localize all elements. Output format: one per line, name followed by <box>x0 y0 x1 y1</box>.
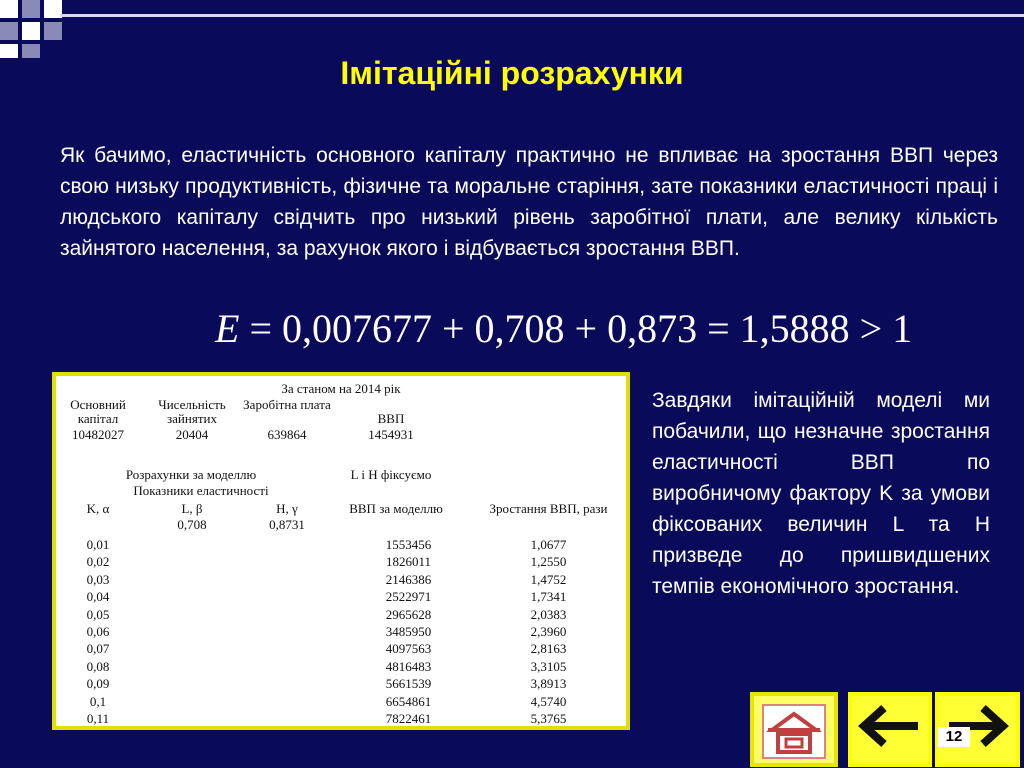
fixed-header: L і H фіксуємо <box>350 467 432 482</box>
elasticity-formula <box>215 305 912 352</box>
value-capital: 10482027 <box>72 427 124 442</box>
col-gdp-header: ВВП <box>377 411 405 426</box>
home-icon <box>762 704 826 759</box>
table-cell-k: 0,09 <box>86 676 110 692</box>
col-h-header: H, γ <box>276 501 298 516</box>
table-cell-gdp: 4097563 <box>385 641 432 657</box>
formula-variable: E <box>215 306 240 351</box>
table-cell-k: 0,1 <box>89 693 107 709</box>
table-cell-growth: 1,7341 <box>530 589 567 605</box>
table-cell-gdp: 3485950 <box>385 624 432 639</box>
corner-decoration <box>0 0 78 60</box>
model-header: Розрахунки за моделлю <box>125 467 257 482</box>
col-wage-header: Заробітна плата <box>243 397 331 412</box>
table-cell-growth: 5,3765 <box>530 711 567 726</box>
table-cell-growth: 3,8913 <box>530 676 567 692</box>
header-line <box>60 14 1024 17</box>
col-growth-header: Зростання ВВП, рази <box>489 501 608 516</box>
side-paragraph: Завдяки імітаційній моделі ми побачили, що незначне зростання еластичності ВВП по виробничому фактору K за умови фіксованих величин L та H призведе до пришвидшених темпів економічного зростання. <box>652 389 990 598</box>
table-cell-gdp: 5661539 <box>385 676 432 692</box>
value-wage: 639864 <box>267 427 307 442</box>
table-cell-gdp: 4816483 <box>385 658 432 674</box>
arrow-left-icon <box>852 750 928 767</box>
table-cell-k: 0,11 <box>86 711 110 726</box>
table-cell-k: 0,01 <box>86 537 110 552</box>
table-cell-k: 0,06 <box>86 624 110 639</box>
value-employed: 20404 <box>175 427 209 442</box>
table-cell-gdp: 2146386 <box>385 571 432 587</box>
prev-button[interactable] <box>848 692 932 767</box>
table-cell-growth: 2,3960 <box>530 624 567 639</box>
table-cell-growth: 2,8163 <box>530 641 567 657</box>
home-button[interactable] <box>750 692 838 767</box>
table-cell-growth: 1,0677 <box>530 537 567 552</box>
col-capital-header: Основний капітал <box>70 397 126 426</box>
table-cell-gdp: 2965628 <box>385 606 432 622</box>
table-cell-gdp: 2522971 <box>385 589 432 605</box>
gamma-value: 0,8731 <box>269 517 305 532</box>
table-cell-k: 0,07 <box>86 641 110 657</box>
value-gdp: 1454931 <box>368 427 414 442</box>
beta-value: 0,708 <box>177 517 207 532</box>
table-cell-growth: 1,4752 <box>530 571 567 587</box>
page-number: 12 <box>938 727 970 747</box>
table-cell-gdp: 1826011 <box>385 554 432 570</box>
table-cell-growth: 1,2550 <box>530 554 567 570</box>
table-header: За станом на 2014 рік <box>281 381 401 396</box>
slide-title: Імітаційні розрахунки <box>340 55 684 91</box>
formula-expression: = 0,007677 + 0,708 + 0,873 = 1,5888 > 1 <box>239 306 913 351</box>
table-cell-growth: 2,0383 <box>530 606 567 622</box>
col-employed-header: Чисельність зайнятих <box>158 397 226 426</box>
table-cell-growth: 4,5740 <box>530 693 567 709</box>
table-cell-growth: 3,3105 <box>530 658 567 674</box>
table-cell-k: 0,03 <box>86 571 110 587</box>
table-cell-k: 0,02 <box>86 554 110 570</box>
col-l-header: L, β <box>181 501 203 516</box>
table-cell-k: 0,08 <box>86 658 110 674</box>
table-cell-gdp: 7822461 <box>385 711 432 726</box>
table-cell-gdp: 6654861 <box>385 693 432 709</box>
elasticity-header: Показники еластичності <box>133 483 269 498</box>
table-cell-gdp: 1553456 <box>385 537 432 552</box>
arrow-right-icon <box>939 750 1016 767</box>
simulation-table <box>52 372 630 730</box>
main-paragraph: Як бачимо, еластичність основного капіталу практично не впливає на зростання ВВП через свою низьку продуктивність, фізичне та моральне старіння, зате показники еластичності праці і людського капіталу свідчить про низький рівень заробітної плати, але велику кількість зайнятого населення, за рахунок якого і відбувається зростання ВВП. <box>60 144 998 260</box>
table-cell-k: 0,04 <box>86 589 110 605</box>
table-cell-k: 0,05 <box>86 606 110 622</box>
col-gdp-model-header: ВВП за моделлю <box>349 501 443 516</box>
col-k-header: K, α <box>86 501 110 516</box>
